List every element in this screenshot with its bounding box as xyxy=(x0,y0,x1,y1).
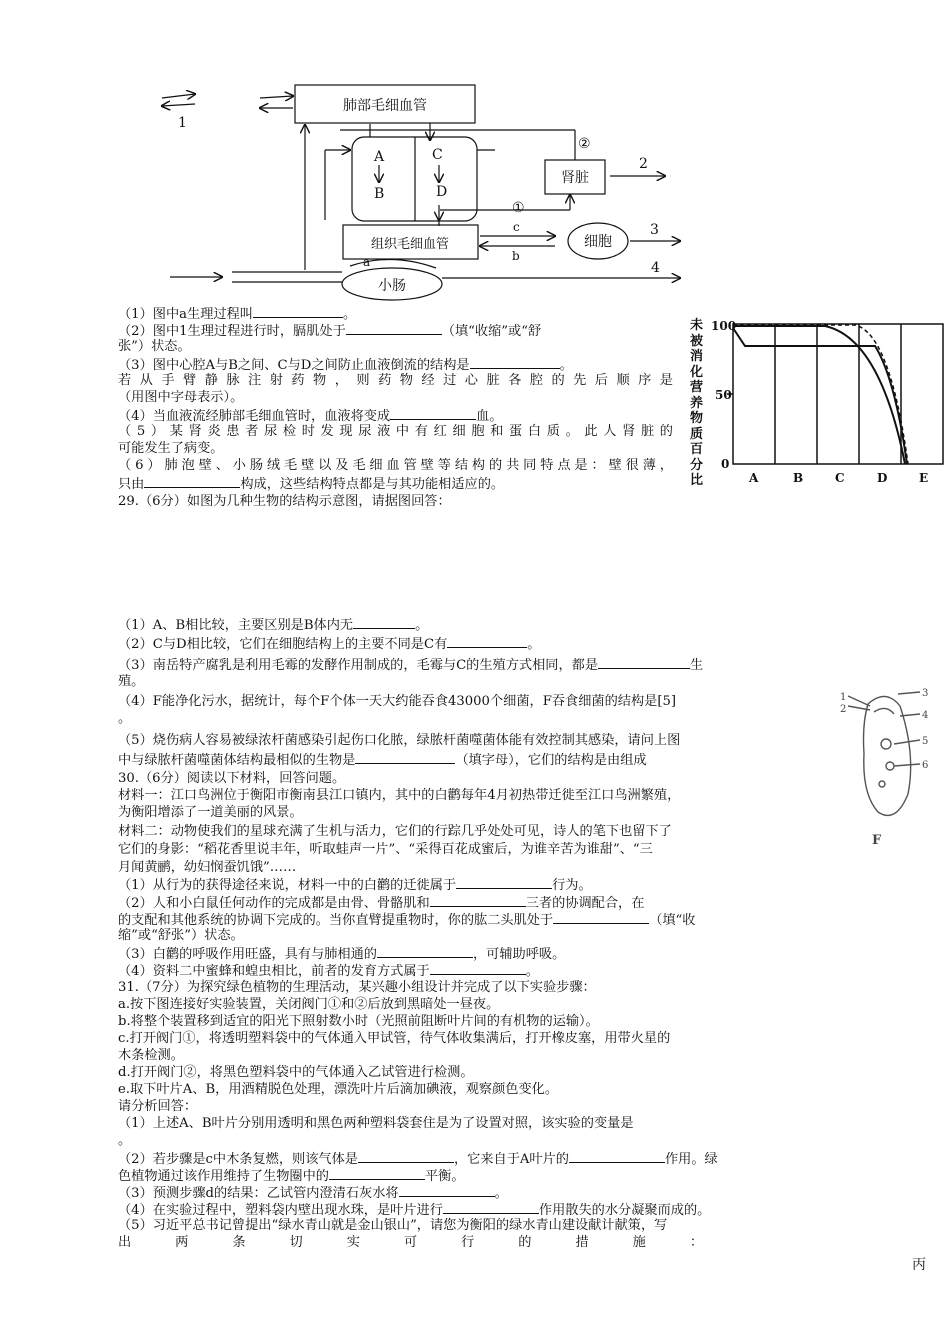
chamber-b: B xyxy=(374,186,385,202)
q28-line-4: （3）图中心腔A与B之间、C与D之间防止血液倒流的结构是 。 xyxy=(118,358,573,373)
q29-line-6: 。 xyxy=(118,711,132,726)
ytick-100: 100 xyxy=(711,319,737,333)
num-4: 4 xyxy=(651,260,660,276)
q31-step-c1: c.打开阀门①，将透明塑料袋中的气体通入甲试管，待气体收集满后，打开橡皮塞，用带火星的 xyxy=(118,1031,671,1046)
xtick-c: C xyxy=(835,471,845,485)
xtick-d: D xyxy=(877,471,888,485)
q31-line-1: （1）上述A、B叶片分别用透明和黑色两种塑料袋套住是为了设置对照，该实验的变量是 xyxy=(118,1116,634,1131)
q31-step-d: d.打开阀门②，将黑色塑料袋中的气体通入乙试管进行检测。 xyxy=(118,1065,474,1080)
q28-line-5: 若从手臂静脉注射药物，则药物经过心脏各腔的先后顺序是 xyxy=(118,373,673,388)
corner-mark: 丙 xyxy=(912,1257,926,1273)
q29-line-8: 中与绿脓杆菌噬菌体结构最相似的生物是 （填字母），它们的结构是由组成 xyxy=(118,753,647,768)
q29-line-5: （4）F能净化污水，据统计，每个F个体一天大约能吞食43000个细菌，F吞食细菌的结构是[5] xyxy=(118,694,677,709)
q29-line-7: （5）烧伤病人容易被绿浓杆菌感染引起伤口化脓，绿脓杆菌噬菌体能有效控制其感染，请问上图 xyxy=(118,733,681,748)
q28-line-11: 只由 构成，这些结构特点都是与其功能相适应的。 xyxy=(118,477,505,492)
q30-line-2: （2）人和小白鼠任何动作的完成都是由骨、骨骼肌和 三者的协调配合，在 xyxy=(118,896,645,911)
f-label: F xyxy=(872,833,882,848)
ytick-50: 50 xyxy=(715,388,732,402)
intestine-label: 小肠 xyxy=(378,278,406,294)
q31-step-a: a.按下图连接好实验装置，关闭阀门①和②后放到黑暗处一昼夜。 xyxy=(118,997,500,1012)
chamber-d: D xyxy=(436,184,448,200)
digest-chart-ylabel: 未被消化营养物质百分比 xyxy=(690,318,704,488)
f-num-5: 5 xyxy=(922,736,929,747)
q29-title: 29.（6分）如图为几种生物的结构示意图，请据图回答： xyxy=(118,494,451,509)
q28-line-3: 张”）状态。 xyxy=(118,339,191,354)
valve-1: ① xyxy=(512,200,525,216)
q30-m2a: 材料二：动物使我们的星球充满了生机与活力，它们的行踪几乎处处可见，诗人的笔下也留下了 xyxy=(118,824,672,839)
q29-line-3: （3）南岳特产腐乳是利用毛霉的发酵作用制成的，毛霉与C的生殖方式相同，都是 生 xyxy=(118,658,704,673)
q30-line-6: （4）资料二中蜜蜂和蝗虫相比，前者的发育方式属于 。 xyxy=(118,964,539,979)
q28-line-8: （5）某肾炎患者尿检时发现尿液中有红细胞和蛋白质。此人肾脏的 xyxy=(118,424,673,439)
digestion-chart xyxy=(705,318,947,490)
q28-line-6: （用图中字母表示）。 xyxy=(118,390,244,405)
lung-capillary-label: 肺部毛细血管 xyxy=(343,98,427,114)
q30-m1b: 为衡阳增添了一道美丽的风景。 xyxy=(118,805,303,820)
f-num-1: 1 xyxy=(840,692,847,703)
q31-step-c2: 木条检测。 xyxy=(118,1048,184,1063)
q30-title: 30.（6分）阅读以下材料，回答问题。 xyxy=(118,771,346,786)
chamber-c: C xyxy=(432,147,443,163)
q31-line-3: 色植物通过该作用维持了生物圈中的 平衡。 xyxy=(118,1169,465,1184)
q30-m2b: 它们的身影：“稻花香里说丰年，听取蛙声一片”、“采得百花成蜜后，为谁辛苦为谁甜”、“三 xyxy=(118,842,653,857)
f-num-6: 6 xyxy=(922,760,929,771)
cell-label: 细胞 xyxy=(584,234,612,250)
q30-line-3: 的支配和其他系统的协调下完成的。当你直臂提重物时，你的肱二头肌处于 （填“收 xyxy=(118,913,696,928)
xtick-a: A xyxy=(749,471,759,485)
q28-line-10: （6）肺泡壁、小肠绒毛壁以及毛细血管壁等结构的共同特点是：壁很薄， xyxy=(118,458,673,473)
chamber-a: A xyxy=(374,149,385,165)
q30-m2c: 月闻黄鹂，幼妇悯蚕饥饿”…… xyxy=(118,860,297,875)
q31-ask: 请分析回答： xyxy=(118,1099,198,1114)
label-c: c xyxy=(513,220,520,234)
num-2: 2 xyxy=(639,156,648,172)
f-num-4: 4 xyxy=(922,710,929,721)
kidney-label: 肾脏 xyxy=(561,170,589,186)
q29-line-1: （1）A、B相比较，主要区别是B体内无 。 xyxy=(118,618,429,633)
q31-line-7: 出两条切实可行的措施： xyxy=(118,1235,748,1250)
xtick-b: B xyxy=(793,471,804,485)
q29-line-4: 殖。 xyxy=(118,674,145,689)
q30-m1a: 材料一：江口鸟洲位于衡阳市衡南县江口镇内，其中的白鹳每年4月初热带迁徙至江口鸟洲繁殖， xyxy=(118,788,681,803)
f-num-3: 3 xyxy=(922,688,929,699)
q31-line-4: （3）预测步骤d的结果：乙试管内澄清石灰水将 。 xyxy=(118,1186,508,1201)
q31-line-1b: 。 xyxy=(118,1133,132,1148)
q28-line-2: （2）图中1生理过程进行时，膈肌处于 （填“收缩”或“舒 xyxy=(118,324,542,339)
q31-step-b: b.将整个装置移到适宜的阳光下照射数小时（光照前阻断叶片间的有机物的运输）。 xyxy=(118,1014,599,1029)
q28-line-9: 可能发生了病变。 xyxy=(118,441,224,456)
q31-line-6: （5）习近平总书记曾提出“绿水青山就是金山银山”，请您为衡阳的绿水青山建设献计献策，写 xyxy=(118,1218,668,1233)
tissue-capillary-label: 组织毛细血管 xyxy=(370,237,450,252)
q31-line-2: （2）若步骤是c中木条复燃，则该气体是 ，它来自于A叶片的 作用。绿 xyxy=(118,1152,718,1167)
num-1: 1 xyxy=(178,115,187,131)
circulation-diagram xyxy=(150,80,710,310)
q31-title: 31.（7分）为探究绿色植物的生理活动，某兴趣小组设计并完成了以下实验步骤： xyxy=(118,980,596,995)
q31-line-5: （4）在实验过程中，塑料袋内壁出现水珠，是叶片进行 作用散失的水分凝聚而成的。 xyxy=(118,1203,711,1218)
xtick-e: E xyxy=(919,471,929,485)
q28-line-1: （1）图中a生理过程叫 。 xyxy=(118,307,357,322)
q30-line-4: 缩”或“舒张”）状态。 xyxy=(118,928,244,943)
label-a: a xyxy=(363,255,371,269)
q28-line-7: （4）当血液流经肺部毛细血管时，血液将变成 血。 xyxy=(118,409,503,424)
valve-2: ② xyxy=(578,136,591,152)
q30-line-5: （3）白鹳的呼吸作用旺盛，具有与肺相通的 ，可辅助呼吸。 xyxy=(118,947,566,962)
q29-line-2: （2）C与D相比较，它们在细胞结构上的主要不同是C有 。 xyxy=(118,637,541,652)
ytick-0: 0 xyxy=(721,457,730,471)
q31-step-e: e.取下叶片A、B，用酒精脱色处理，漂洗叶片后滴加碘液，观察颜色变化。 xyxy=(118,1082,559,1097)
label-b: b xyxy=(512,249,520,263)
organism-f-figure xyxy=(838,684,938,854)
q30-line-1: （1）从行为的获得途径来说，材料一中的白鹳的迁徙属于 行为。 xyxy=(118,878,592,893)
num-3: 3 xyxy=(650,222,659,238)
f-num-2: 2 xyxy=(840,704,847,715)
